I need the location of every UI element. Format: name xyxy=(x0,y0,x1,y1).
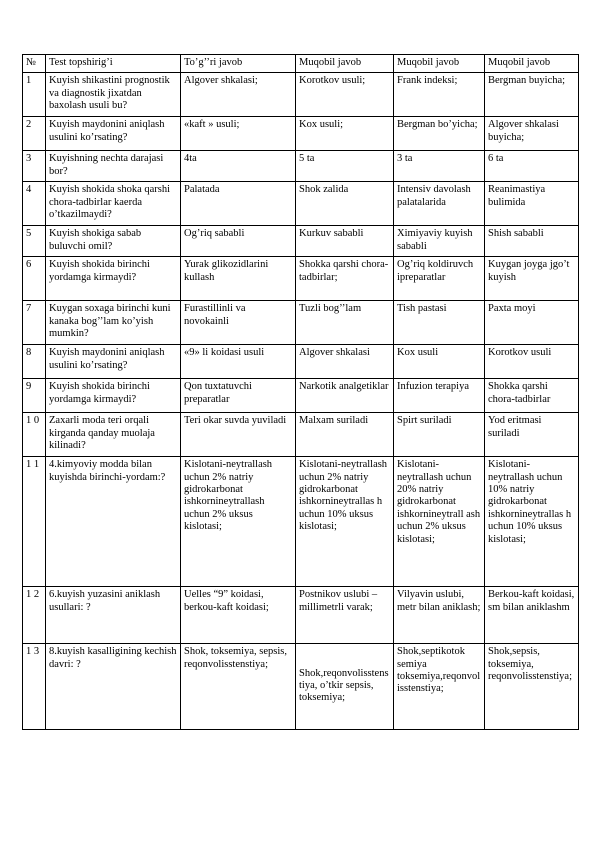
alt-answer-cell: Kislotani-neytrallash uchun 20% natriy gidrokarbonat ishkornineytrall ash uchun 2% uksus kislotasi; xyxy=(394,457,485,587)
question-cell: 6.kuyish yuzasini aniklash usullari: ? xyxy=(46,587,181,644)
row-num: 1 2 xyxy=(23,587,46,644)
row-num: 1 0 xyxy=(23,413,46,457)
alt-answer-cell: 5 ta xyxy=(296,151,394,182)
alt-answer-cell: Narkotik analgetiklar xyxy=(296,379,394,413)
alt-answer-cell: Shokka qarshi chora-tadbirlar; xyxy=(296,257,394,301)
alt-answer-cell: Og’riq koldiruvch ipreparatlar xyxy=(394,257,485,301)
question-cell: Kuyish shokida birinchi yordamga kirmaydi? xyxy=(46,379,181,413)
table-row xyxy=(23,345,579,379)
row-num: 8 xyxy=(23,345,46,379)
table-row xyxy=(23,117,579,151)
header-alt-answer-1: Muqobil javob xyxy=(296,55,394,73)
row-num: 3 xyxy=(23,151,46,182)
correct-answer-cell: Teri okar suvda yuviladi xyxy=(181,413,296,457)
row-num: 2 xyxy=(23,117,46,151)
alt-answer-cell: 6 ta xyxy=(485,151,579,182)
question-cell: Kuyish shokiga sabab buluvchi omil? xyxy=(46,226,181,257)
question-cell: Kuyish shokida shoka qarshi chora-tadbirlar kaerda o’tkazilmaydi? xyxy=(46,182,181,226)
alt-answer-cell: Kox usuli; xyxy=(296,117,394,151)
alt-answer-cell: Kuygan joyga jgo’t kuyish xyxy=(485,257,579,301)
alt-answer-cell: Kox usuli xyxy=(394,345,485,379)
alt-answer-cell: Reanimastiya bulimida xyxy=(485,182,579,226)
alt-answer-cell: Frank indeksi; xyxy=(394,73,485,117)
table-row xyxy=(23,226,579,257)
correct-answer-cell: Furastillinli va novokainli xyxy=(181,301,296,345)
header-correct-answer: To’g’’ri javob xyxy=(181,55,296,73)
alt-answer-cell: Vilyavin uslubi, metr bilan aniklash; xyxy=(394,587,485,644)
row-num: 9 xyxy=(23,379,46,413)
correct-answer-cell: Kislotani-neytrallash uchun 2% natriy gidrokarbonat ishkornineytrallash uchun 2% uksus kislotasi; xyxy=(181,457,296,587)
table-row xyxy=(23,257,579,301)
table-row xyxy=(23,301,579,345)
correct-answer-cell: Shok, toksemiya, sepsis, reqonvolisstenstiya; xyxy=(181,644,296,730)
alt-answer-cell: Yod eritmasi suriladi xyxy=(485,413,579,457)
alt-answer-cell: Paxta moyi xyxy=(485,301,579,345)
alt-answer-cell: Tish pastasi xyxy=(394,301,485,345)
correct-answer-cell: Qon tuxtatuvchi preparatlar xyxy=(181,379,296,413)
alt-answer-cell: Shok,sepsis, toksemiya, reqonvolisstenstiya; xyxy=(485,644,579,730)
correct-answer-cell: Uelles “9” koidasi, berkou-kaft koidasi; xyxy=(181,587,296,644)
question-cell: Kuyish shikastini prognostik va diagnostik jixatdan baxolash usuli bu? xyxy=(46,73,181,117)
alt-answer-cell: Bergman bo’yicha; xyxy=(394,117,485,151)
question-cell: Kuyish maydonini aniqlash usulini ko’rsating? xyxy=(46,345,181,379)
correct-answer-cell: 4ta xyxy=(181,151,296,182)
alt-answer-cell: Shok,septikotok semiya toksemiya,reqonvolisstenstiya; xyxy=(394,644,485,730)
correct-answer-cell: Palatada xyxy=(181,182,296,226)
alt-answer-cell: Berkou-kaft koidasi, sm bilan aniklashm xyxy=(485,587,579,644)
header-question: Test topshirig’i xyxy=(46,55,181,73)
alt-answer-cell: Malxam suriladi xyxy=(296,413,394,457)
correct-answer-cell: Yurak glikozidlarini kullash xyxy=(181,257,296,301)
correct-answer-cell: «kaft » usuli; xyxy=(181,117,296,151)
table-row xyxy=(23,413,579,457)
alt-answer-cell: Shok zalida xyxy=(296,182,394,226)
row-num: 1 1 xyxy=(23,457,46,587)
header-alt-answer-3: Muqobil javob xyxy=(485,55,579,73)
row-num: 1 xyxy=(23,73,46,117)
row-num: 1 3 xyxy=(23,644,46,730)
alt-answer-cell: Algover shkalasi xyxy=(296,345,394,379)
alt-answer-cell: Postnikov uslubi – millimetrli varak; xyxy=(296,587,394,644)
alt-answer-cell: Infuzion terapiya xyxy=(394,379,485,413)
correct-answer-cell: «9» li koidasi usuli xyxy=(181,345,296,379)
question-cell: Kuyishning nechta darajasi bor? xyxy=(46,151,181,182)
alt-answer-cell: Kislotani-neytrallash uchun 2% natriy gidrokarbonat ishkornineytrallas h uchun 10% uksus kislotasi; xyxy=(296,457,394,587)
table-row xyxy=(23,182,579,226)
row-num: 6 xyxy=(23,257,46,301)
row-num: 4 xyxy=(23,182,46,226)
alt-answer-cell: Bergman buyicha; xyxy=(485,73,579,117)
alt-answer-cell: Tuzli bog’’lam xyxy=(296,301,394,345)
table-header-row xyxy=(23,55,579,73)
alt-answer-cell: Algover shkalasi buyicha; xyxy=(485,117,579,151)
question-cell: Kuyish maydonini aniqlash usulini ko’rsating? xyxy=(46,117,181,151)
test-table xyxy=(22,54,579,730)
alt-answer-cell: Korotkov usuli; xyxy=(296,73,394,117)
table-row xyxy=(23,587,579,644)
alt-answer-cell: Kislotani-neytrallash uchun 10% natriy gidrokarbonat ishkornineytrallas h uchun 10% uksus kislotasi; xyxy=(485,457,579,587)
alt-answer-cell: Korotkov usuli xyxy=(485,345,579,379)
header-num: № xyxy=(23,55,46,73)
table-row xyxy=(23,73,579,117)
alt-answer-cell: Spirt suriladi xyxy=(394,413,485,457)
alt-answer-cell: Intensiv davolash palatalarida xyxy=(394,182,485,226)
alt-answer-cell: Kurkuv sababli xyxy=(296,226,394,257)
table-row xyxy=(23,379,579,413)
question-cell: Kuygan soxaga birinchi kuni kanaka bog’’lam ko’yish mumkin? xyxy=(46,301,181,345)
question-cell: 4.kimyoviy modda bilan kuyishda birinchi-yordam:? xyxy=(46,457,181,587)
alt-answer-cell: Shish sababli xyxy=(485,226,579,257)
table-row xyxy=(23,151,579,182)
header-alt-answer-2: Muqobil javob xyxy=(394,55,485,73)
table-row xyxy=(23,457,579,587)
alt-answer-cell: Shok,reqonvolisstenstiya, o’tkir sepsis, toksemiya; xyxy=(296,644,394,730)
correct-answer-cell: Og’riq sababli xyxy=(181,226,296,257)
question-cell: Kuyish shokida birinchi yordamga kirmaydi? xyxy=(46,257,181,301)
question-cell: Zaxarli moda teri orqali kirganda qanday muolaja kilinadi? xyxy=(46,413,181,457)
question-cell: 8.kuyish kasalligining kechish davri: ? xyxy=(46,644,181,730)
row-num: 5 xyxy=(23,226,46,257)
table-row xyxy=(23,644,579,730)
alt-answer-cell: Ximiyaviy kuyish sababli xyxy=(394,226,485,257)
alt-answer-cell: 3 ta xyxy=(394,151,485,182)
correct-answer-cell: Algover shkalasi; xyxy=(181,73,296,117)
row-num: 7 xyxy=(23,301,46,345)
alt-answer-cell: Shokka qarshi chora-tadbirlar xyxy=(485,379,579,413)
